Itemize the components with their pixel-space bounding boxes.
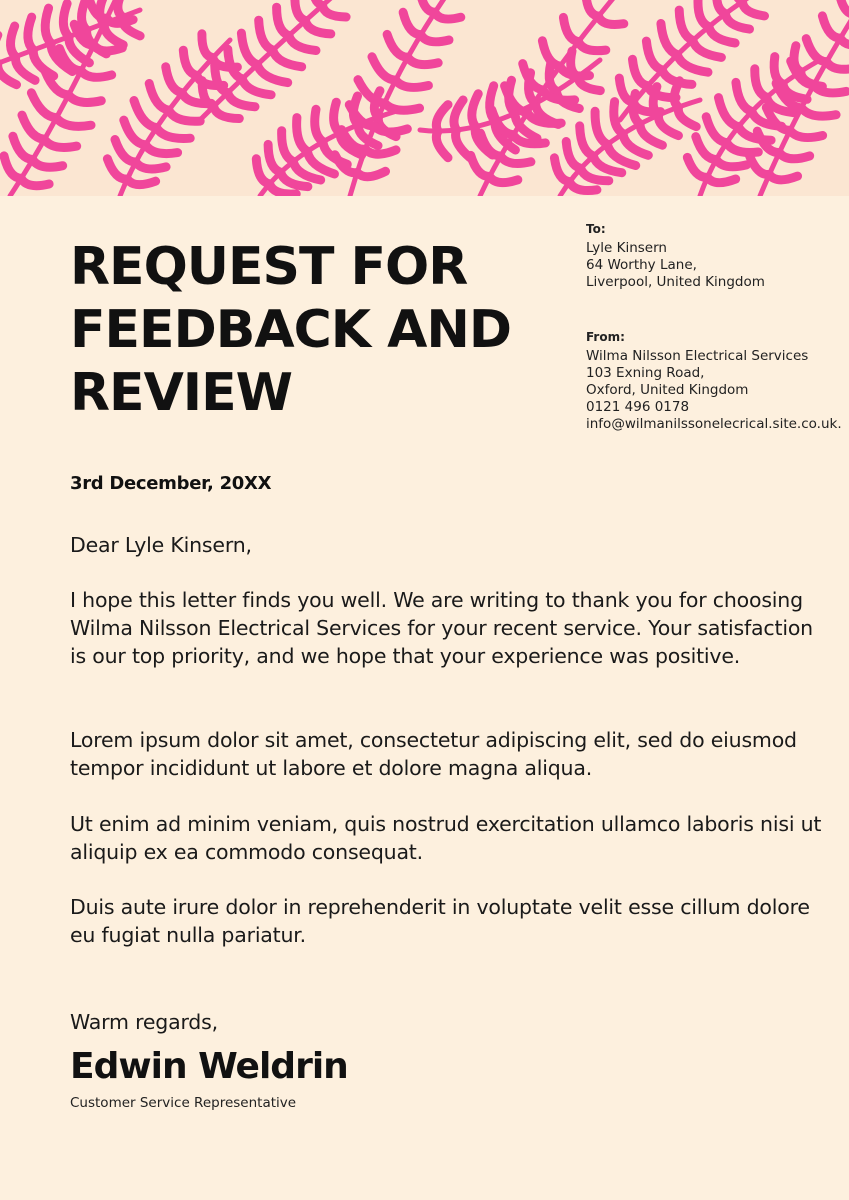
sender-label: From: [586,330,625,344]
sender-email: info@wilmanilssonelecrical.site.co.uk. [586,416,842,432]
pink-leaf-pattern [0,0,849,196]
sender-street: 103 Exning Road, [586,365,705,381]
sender-address-block [586,330,846,433]
letter-paragraph-1: I hope this letter finds you well. We are writing to thank you for choosing Wilma Nilsson Electrical Services for your recent service. Your satisfaction is our top priority, and we hope that your experience was positive. [70,588,813,668]
sender-city: Oxford, United Kingdom [586,382,749,398]
recipient-city: Liverpool, United Kingdom [586,274,765,290]
title-line-2: FEEDBACK AND [70,300,512,360]
page-title [70,236,540,425]
decorative-leaf-banner [0,0,849,196]
letter-paragraph-4: Duis aute irure dolor in reprehenderit in voluptate velit esse cillum dolore eu fugiat nulla pariatur. [70,895,810,947]
recipient-address-block [586,222,846,291]
signature-role: Customer Service Representative [70,1095,297,1111]
title-line-1: REQUEST FOR [70,237,468,297]
letter-closing: Warm regards, [70,1010,218,1034]
signature-name: Edwin Weldrin [70,1046,348,1087]
letter-paragraph-2: Lorem ipsum dolor sit amet, consectetur adipiscing elit, sed do eiusmod tempor incididunt ut labore et dolore magna aliqua. [70,728,797,780]
recipient-street: 64 Worthy Lane, [586,257,697,273]
sender-company: Wilma Nilsson Electrical Services [586,348,809,364]
recipient-label: To: [586,222,606,236]
letter-greeting: Dear Lyle Kinsern, [70,533,252,557]
letter-paragraph-3: Ut enim ad minim veniam, quis nostrud exercitation ullamco laboris nisi ut aliquip ex ea commodo consequat. [70,812,822,864]
title-line-3: REVIEW [70,363,293,423]
sender-phone: 0121 496 0178 [586,399,690,415]
recipient-name: Lyle Kinsern [586,240,667,256]
letter-date: 3rd December, 20XX [70,473,272,494]
